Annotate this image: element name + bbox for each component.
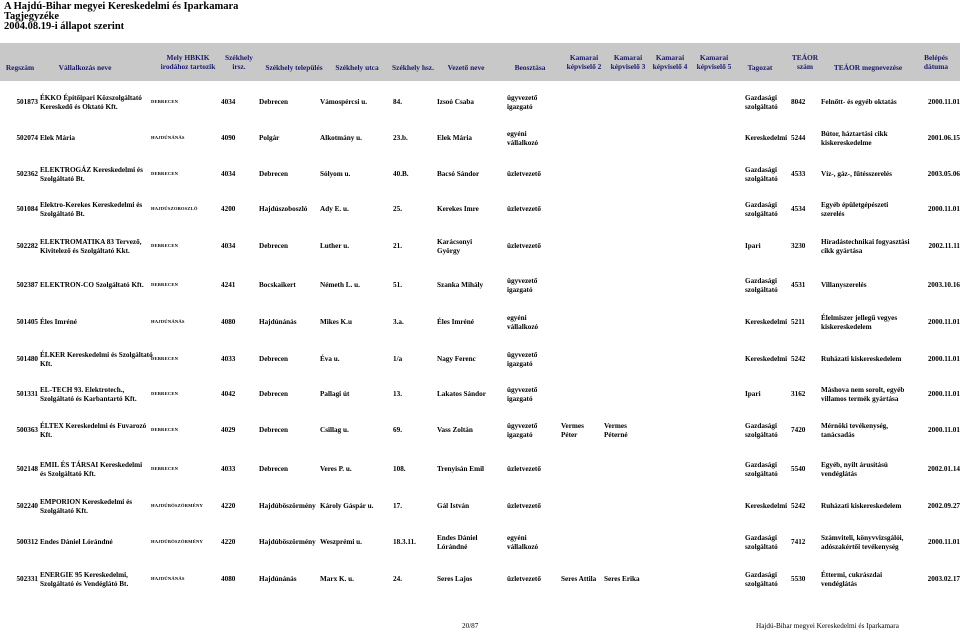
cell-section: Gazdasági szolgáltató (745, 534, 778, 551)
table-row (0, 197, 960, 227)
cell-leader: Karácsonyi György (437, 238, 473, 255)
cell-zip: 4033 (221, 465, 236, 473)
cell-regszam: 501084 (16, 205, 38, 213)
cell-company-name: Éles Imréné (40, 318, 77, 326)
cell-regszam: 502331 (16, 575, 38, 583)
cell-company-name: EL-TECH 93. Elektrotech., Szolgáltató és Karbantartó Kft. (40, 386, 137, 403)
cell-house-number: 40.B. (393, 170, 409, 178)
cell-street: Németh L. u. (320, 281, 360, 289)
cell-regszam: 501331 (16, 390, 38, 398)
cell-street: Mikes K.u (320, 318, 352, 326)
cell-teor-code: 5211 (791, 318, 805, 326)
cell-office: HAJDÚNÁNÁS (151, 319, 185, 324)
cell-office: DEBRECEN (151, 171, 179, 176)
table-row (0, 310, 960, 340)
cell-regszam: 500363 (16, 426, 38, 434)
col-tagozat: Tagozat (747, 63, 773, 72)
cell-position: egyéni vállalkozó (507, 130, 539, 147)
cell-position: egyéni vállalkozó (507, 314, 539, 331)
cell-rep-3: Seres Erika (604, 575, 640, 583)
cell-house-number: 51. (393, 281, 402, 289)
cell-join-date: 2003.02.17 (927, 575, 960, 583)
footer-org: Hajdú-Bihar megyei Kereskedelmi és Iparkamara (756, 622, 899, 630)
table-row (0, 567, 960, 597)
table-row (0, 347, 960, 377)
cell-teor-code: 4531 (791, 281, 806, 289)
col-vallalkozas: Vállalkozás neve (58, 63, 112, 72)
cell-house-number: 25. (393, 205, 402, 213)
cell-house-number: 13. (393, 390, 402, 398)
cell-section: Gazdasági szolgáltató (745, 277, 778, 294)
cell-join-date: 2000.11.01 (928, 355, 960, 363)
cell-office: HAJDÚBÖSZÖRMÉNY (151, 539, 204, 544)
cell-company-name: ELEKTROGÁZ Kereskedelmi és Szolgáltató Bt. (40, 166, 143, 183)
cell-regszam: 502148 (16, 465, 38, 473)
cell-position: egyéni vállalkozó (507, 534, 539, 551)
cell-zip: 4080 (221, 318, 236, 326)
cell-leader: Endes Dániel Lórándné (437, 534, 478, 551)
cell-section: Kereskedelmi (745, 318, 788, 326)
cell-city: Hajdúnánás (259, 575, 297, 583)
cell-street: Ady E. u. (320, 205, 349, 213)
cell-house-number: 84. (393, 98, 402, 106)
header-date: 2004.08.19-i állapot szerint (4, 21, 125, 32)
cell-leader: Nagy Ferenc (437, 355, 476, 363)
cell-leader: Gál István (437, 502, 470, 510)
cell-office: DEBRECEN (151, 391, 179, 396)
cell-regszam: 502387 (16, 281, 38, 289)
cell-teor-name: Mérnöki tevékenység, tanácsadás (821, 422, 889, 439)
cell-city: Bocskaikert (259, 281, 296, 289)
cell-position: üzletvezető (507, 205, 541, 213)
cell-zip: 4034 (221, 170, 236, 178)
cell-office: HAJDÚNÁNÁS (151, 135, 185, 140)
cell-teor-code: 5540 (791, 465, 806, 473)
cell-regszam: 502240 (16, 502, 38, 510)
cell-teor-name: Élelmiszer jellegű vegyes kiskereskedelem (821, 314, 898, 331)
cell-teor-name: Máshova nem sorolt, egyéb villamos termék gyártása (821, 386, 905, 403)
cell-house-number: 18.3.11. (393, 538, 416, 546)
cell-position: üzletvezető (507, 465, 541, 473)
cell-office: DEBRECEN (151, 356, 179, 361)
cell-leader: Vass Zoltán (437, 426, 473, 434)
cell-teor-code: 5242 (791, 502, 806, 510)
cell-regszam: 502074 (16, 134, 38, 142)
page-number: 20/87 (462, 622, 479, 630)
table-row (0, 162, 960, 192)
cell-teor-code: 5530 (791, 575, 806, 583)
col-irsz: Székhely irsz. (225, 53, 253, 71)
col-kk4: Kamarai képviselő 4 (652, 53, 688, 71)
cell-zip: 4042 (221, 390, 236, 398)
cell-city: Debrecen (259, 242, 289, 250)
cell-join-date: 2002.01.14 (927, 465, 960, 473)
col-regszam: Regszám (5, 63, 35, 72)
cell-zip: 4241 (221, 281, 236, 289)
cell-teor-name: Víz-, gáz-, fűtésszerelés (821, 170, 892, 178)
cell-city: Debrecen (259, 426, 289, 434)
cell-join-date: 2002.09.27 (927, 502, 960, 510)
cell-join-date: 2000.11.01 (928, 426, 960, 434)
col-kk3: Kamarai képviselő 3 (610, 53, 646, 71)
cell-street: Éva u. (320, 355, 340, 363)
cell-teor-code: 5242 (791, 355, 806, 363)
cell-house-number: 17. (393, 502, 402, 510)
cell-position: üzletvezető (507, 502, 541, 510)
table-row (0, 273, 960, 303)
cell-teor-code: 5244 (791, 134, 806, 142)
cell-join-date: 2000.11.01 (928, 390, 960, 398)
col-kk5: Kamarai képviselő 5 (696, 53, 732, 71)
cell-section: Gazdasági szolgáltató (745, 422, 778, 439)
col-telepules: Székhely település (265, 63, 323, 72)
table-row (0, 494, 960, 524)
cell-house-number: 3.a. (393, 318, 404, 326)
header-org-title: A Hajdú-Bihar megyei Kereskedelmi és Iparkamara (4, 1, 239, 12)
cell-teor-name: Bútor, háztartási cikk kiskereskedelme (821, 130, 888, 147)
cell-position: ügyvezető igazgató (507, 94, 538, 111)
cell-position: ügyvezető igazgató (507, 351, 538, 368)
cell-position: üzletvezető (507, 575, 541, 583)
cell-office: DEBRECEN (151, 243, 179, 248)
col-vezeto: Vezető neve (447, 63, 485, 72)
cell-company-name: ÉLKER Kereskedelmi és Szolgáltató Kft. (40, 351, 153, 368)
header-subtitle: Tagjegyzéke (4, 11, 60, 22)
cell-zip: 4033 (221, 355, 236, 363)
cell-section: Kereskedelmi (745, 502, 788, 510)
cell-house-number: 21. (393, 242, 402, 250)
cell-regszam: 500312 (16, 538, 38, 546)
cell-company-name: ENERGIE 95 Kereskedelmi, Szolgáltató és Vendéglátó Bt. (40, 571, 129, 588)
cell-leader: Bacsó Sándor (437, 170, 480, 178)
table-row (0, 530, 960, 560)
cell-leader: Seres Lajos (437, 575, 473, 583)
cell-join-date: 2000.11.01 (928, 538, 960, 546)
cell-company-name: ÉKKO Építőipari Közszolgáltató Kereskedő és Oktató Kft. (40, 94, 142, 111)
cell-city: Debrecen (259, 98, 289, 106)
cell-teor-code: 3230 (791, 242, 806, 250)
cell-house-number: 108. (393, 465, 406, 473)
cell-house-number: 1/a (393, 355, 403, 363)
cell-teor-name: Számviteli, könyvvizsgálói, adószakértői tevékenység (821, 534, 904, 551)
cell-street: Weszprémi u. (320, 538, 362, 546)
cell-zip: 4220 (221, 538, 236, 546)
cell-join-date: 2001.06.15 (927, 134, 960, 142)
cell-section: Gazdasági szolgáltató (745, 571, 778, 588)
cell-position: üzletvezető (507, 170, 541, 178)
cell-city: Hajdúnánás (259, 318, 297, 326)
cell-rep-3: Vermes Péterné (604, 422, 628, 439)
cell-teor-code: 7420 (791, 426, 806, 434)
cell-leader: Lakatos Sándor (437, 390, 486, 398)
cell-zip: 4090 (221, 134, 236, 142)
col-utca: Székhely utca (335, 63, 379, 72)
table-row (0, 457, 960, 487)
cell-join-date: 2000.11.01 (928, 98, 960, 106)
cell-join-date: 2000.11.01 (928, 205, 960, 213)
cell-regszam: 501405 (16, 318, 38, 326)
col-hbkik: Mely HBKIK irodához tartozik (160, 53, 216, 71)
cell-zip: 4200 (221, 205, 236, 213)
cell-office: DEBRECEN (151, 427, 179, 432)
cell-position: ügyvezető igazgató (507, 422, 538, 439)
cell-street: Pallagi út (320, 390, 350, 398)
cell-office: HAJDÚNÁNÁS (151, 576, 185, 581)
cell-street: Marx K. u. (320, 575, 354, 583)
cell-city: Debrecen (259, 170, 289, 178)
cell-house-number: 23.b. (393, 134, 408, 142)
cell-company-name: Elektro-Kerekes Kereskedelmi és Szolgáltató Bt. (40, 201, 143, 218)
cell-zip: 4034 (221, 242, 236, 250)
cell-zip: 4029 (221, 426, 236, 434)
table-row (0, 234, 960, 264)
cell-teor-name: Felnőtt- és egyéb oktatás (821, 98, 897, 106)
cell-city: Debrecen (259, 465, 289, 473)
cell-teor-code: 7412 (791, 538, 806, 546)
cell-teor-code: 4533 (791, 170, 806, 178)
table-row (0, 382, 960, 412)
col-kk2: Kamarai képviselő 2 (566, 53, 602, 71)
cell-join-date: 2003.05.06 (927, 170, 960, 178)
cell-teor-name: Egyéb épületgépészeti szerelés (821, 201, 889, 218)
col-beosztas: Beosztása (514, 63, 546, 72)
cell-teor-code: 3162 (791, 390, 806, 398)
cell-position: ügyvezető igazgató (507, 386, 538, 403)
cell-office: HAJDÚSZOBOSZLÓ (151, 206, 198, 211)
cell-zip: 4034 (221, 98, 236, 106)
cell-company-name: ELEKTROMATIKA 83 Tervező, Kivitelező és Szolgáltató Kkt. (40, 238, 142, 255)
cell-section: Ipari (745, 390, 761, 398)
cell-office: DEBRECEN (151, 282, 179, 287)
cell-teor-code: 8042 (791, 98, 806, 106)
cell-join-date: 2000.11.01 (928, 318, 960, 326)
cell-city: Hajdúböszörmény (259, 538, 316, 546)
cell-regszam: 502282 (16, 242, 38, 250)
col-belepes: Belépés dátuma (923, 53, 949, 71)
cell-teor-name: Villanyszerelés (821, 281, 867, 289)
cell-zip: 4080 (221, 575, 236, 583)
cell-teor-code: 4534 (791, 205, 806, 213)
cell-company-name: ÉLTEX Kereskedelmi és Fuvarozó Kft. (40, 422, 147, 439)
col-teor-szam: TEÁOR szám (791, 53, 819, 71)
cell-section: Kereskedelmi (745, 355, 788, 363)
cell-leader: Kerekes Imre (437, 205, 479, 213)
cell-section: Gazdasági szolgáltató (745, 166, 778, 183)
cell-leader: Trenyisán Emil (437, 465, 485, 473)
cell-house-number: 69. (393, 426, 402, 434)
cell-join-date: 2002.11.11 (928, 242, 960, 250)
cell-teor-name: Egyéb, nyilt árusítású vendéglátás (821, 461, 888, 478)
cell-city: Polgár (259, 134, 280, 142)
cell-street: Sólyom u. (320, 170, 351, 178)
table-row (0, 90, 960, 120)
cell-company-name: ELEKTRON-CO Szolgáltató Kft. (40, 281, 144, 289)
document-header (4, 2, 238, 32)
cell-street: Alkotmány u. (320, 134, 362, 142)
cell-section: Kereskedelmi (745, 134, 788, 142)
cell-company-name: EMIL ÉS TÁRSAI Kereskedelmi és Szolgáltató Kft. (40, 461, 143, 478)
cell-teor-name: Ruházati kiskereskedelem (821, 355, 902, 363)
cell-street: Luther u. (320, 242, 350, 250)
cell-zip: 4220 (221, 502, 236, 510)
cell-regszam: 501873 (16, 98, 38, 106)
cell-city: Debrecen (259, 390, 289, 398)
cell-section: Gazdasági szolgáltató (745, 94, 778, 111)
cell-company-name: Elek Mária (40, 134, 75, 142)
cell-street: Veres P. u. (320, 465, 352, 473)
cell-teor-name: Híradástechnikai fogyasztási cikk gyártása (821, 238, 910, 255)
table-row (0, 418, 960, 448)
cell-rep-2: Seres Attila (561, 575, 597, 583)
cell-position: üzletvezető (507, 242, 541, 250)
cell-city: Debrecen (259, 355, 289, 363)
cell-rep-2: Vermes Péter (561, 422, 584, 439)
cell-city: Hajdúszoboszló (259, 205, 308, 213)
cell-leader: Elek Mária (437, 134, 472, 142)
cell-join-date: 2003.10.16 (927, 281, 960, 289)
cell-teor-name: Éttermi, cukrászdai vendéglátás (821, 571, 883, 588)
cell-teor-name: Ruházati kiskereskedelem (821, 502, 902, 510)
cell-leader: Éles Imréné (437, 318, 474, 326)
cell-company-name: Endes Dániel Lórándné (40, 538, 113, 546)
cell-street: Csillag u. (320, 426, 349, 434)
cell-street: Károly Gáspár u. (320, 502, 374, 510)
cell-section: Ipari (745, 242, 761, 250)
cell-regszam: 502362 (16, 170, 38, 178)
cell-leader: Szanka Mihály (437, 281, 484, 289)
cell-city: Hajdúböszörmény (259, 502, 316, 510)
col-teor-megnev: TEÁOR megnevezése (833, 63, 903, 72)
cell-section: Gazdasági szolgáltató (745, 201, 778, 218)
cell-office: DEBRECEN (151, 466, 179, 471)
column-header-bar (0, 43, 960, 81)
cell-company-name: EMPORION Kereskedelmi és Szolgáltató Kft. (40, 498, 133, 515)
cell-office: DEBRECEN (151, 99, 179, 104)
cell-leader: Izsoó Csaba (437, 98, 474, 106)
cell-house-number: 24. (393, 575, 402, 583)
cell-position: ügyvezető igazgató (507, 277, 538, 294)
cell-office: HAJDÚBÖSZÖRMÉNY (151, 503, 204, 508)
table-row (0, 126, 960, 156)
cell-section: Gazdasági szolgáltató (745, 461, 778, 478)
cell-regszam: 501480 (16, 355, 38, 363)
cell-street: Vámospércsi u. (320, 98, 367, 106)
col-hsz: Székhely hsz. (392, 63, 434, 72)
